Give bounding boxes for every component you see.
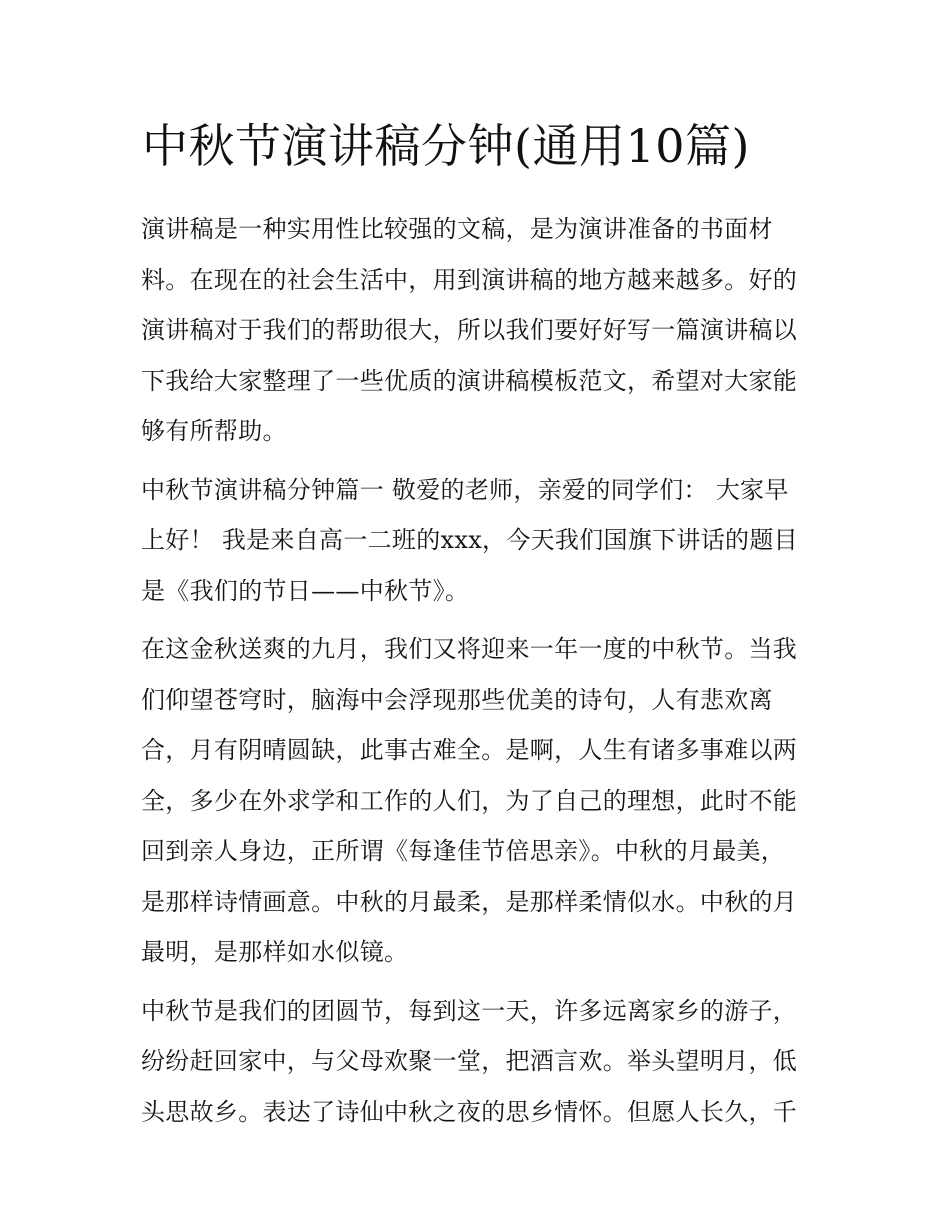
text-line: 演讲稿是一种实用性比较强的文稿，是为演讲准备的书面材 [141, 215, 773, 243]
document-body [141, 204, 813, 1145]
text-line: 中秋节演讲稿分钟篇一 敬爱的老师，亲爱的同学们： 大家早 [141, 475, 789, 504]
text-line: 们仰望苍穹时，脑海中会浮现那些优美的诗句，人有悲欢离 [141, 685, 773, 714]
text-line: 回到亲人身边，正所谓《每逢佳节倍思亲》。中秋的月最美， [141, 837, 786, 865]
speech-opening-paragraph [141, 465, 813, 617]
document-title: 中秋节演讲稿分钟(通用10篇) [142, 119, 750, 173]
text-line: 下我给大家整理了一些优质的演讲稿模板范文，希望对大家能 [141, 366, 798, 395]
text-line: 演讲稿对于我们的帮助很大，所以我们要好好写一篇演讲稿以 [141, 316, 798, 344]
text-line: 头思故乡。表达了诗仙中秋之夜的思乡情怀。但愿人长久，千 [141, 1097, 798, 1126]
intro-paragraph [141, 204, 813, 457]
text-line: 料。在现在的社会生活中，用到演讲稿的地方越来越多。好的 [141, 265, 798, 294]
text-line: 中秋节是我们的团圆节，每到这一天，许多远离家乡的游子， [141, 996, 798, 1025]
text-line: 是那样诗情画意。中秋的月最柔，是那样柔情似水。中秋的月 [141, 887, 798, 916]
text-line: 是《我们的节日——中秋节》。 [141, 576, 470, 605]
text-line: 够有所帮助。 [141, 417, 287, 445]
text-line: 全，多少在外求学和工作的人们，为了自己的理想，此时不能 [141, 786, 798, 815]
text-line: 在这金秋送爽的九月，我们又将迎来一年一度的中秋节。当我 [141, 635, 798, 663]
speech-reunion-paragraph [141, 986, 813, 1138]
text-line: 合，月有阴晴圆缺，此事古难全。是啊，人生有诸多事难以两 [141, 736, 798, 764]
speech-body-paragraph [141, 624, 813, 978]
text-line: 上好！ 我是来自高一二班的xxx，今天我们国旗下讲话的题目 [141, 526, 798, 554]
text-line: 最明，是那样如水似镜。 [141, 938, 409, 966]
text-line: 纷纷赶回家中，与父母欢聚一堂，把酒言欢。举头望明月，低 [141, 1047, 798, 1075]
